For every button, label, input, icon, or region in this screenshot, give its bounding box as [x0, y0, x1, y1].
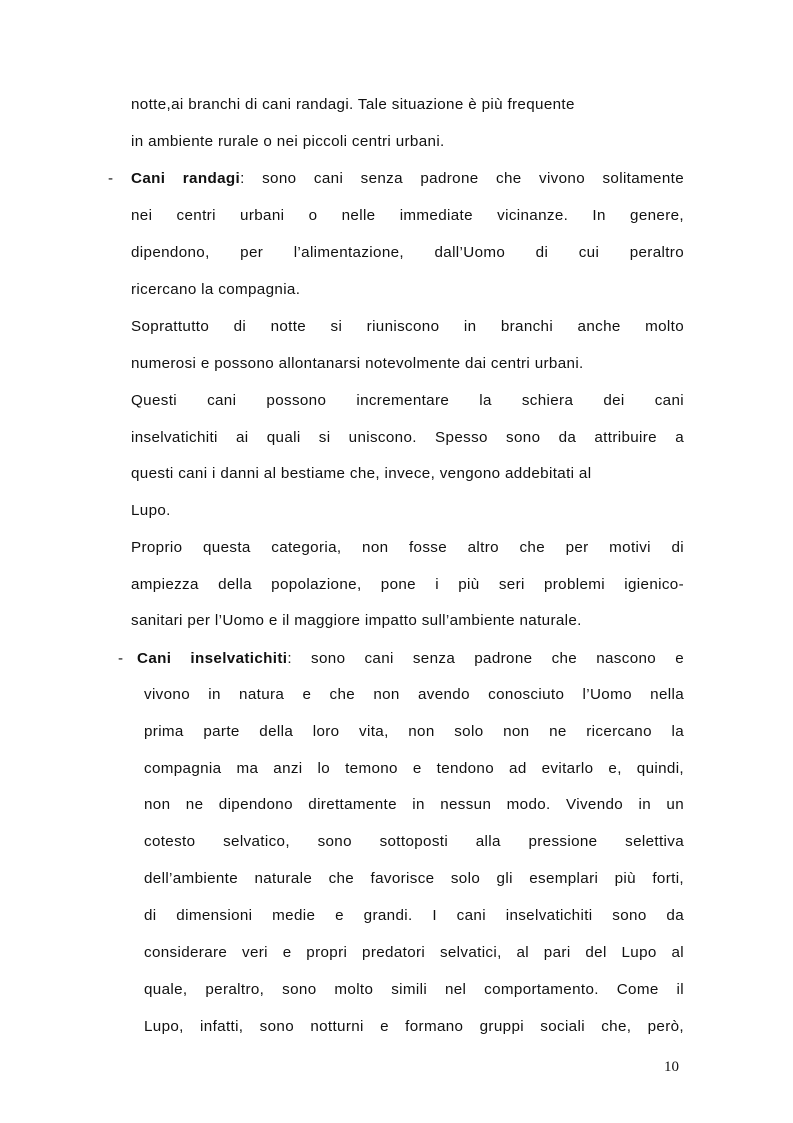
text-line: inselvatichiti ai quali si uniscono. Spesso sono da attribuire a — [131, 429, 684, 446]
text-line: ricercano la compagnia. — [131, 281, 301, 298]
list-dash: - — [108, 170, 114, 187]
text-line: Lupo. — [131, 502, 171, 519]
text-line: prima parte della loro vita, non solo non ne ricercano la — [144, 723, 684, 740]
text-line: compagnia ma anzi lo temono e tendono ad evitarlo e, quindi, — [144, 760, 684, 777]
text-line: ampiezza della popolazione, pone i più seri problemi igienico- — [131, 576, 684, 593]
definition-text: : sono cani senza padrone che vivono solitamente — [240, 170, 684, 187]
text-line: quale, peraltro, sono molto simili nel comportamento. Come il — [144, 981, 684, 998]
text-line: Soprattutto di notte si riuniscono in branchi anche molto — [131, 318, 684, 335]
page-number: 10 — [664, 1059, 679, 1075]
text-line: dipendono, per l’alimentazione, dall’Uomo di cui peraltro — [131, 244, 684, 261]
list-item-cani-inselvatichiti — [137, 650, 684, 668]
term-cani-inselvatichiti: Cani inselvatichiti — [137, 650, 288, 667]
text-line: sanitari per l’Uomo e il maggiore impatto sull’ambiente naturale. — [131, 612, 582, 629]
text-line: non ne dipendono direttamente in nessun modo. Vivendo in un — [144, 796, 684, 813]
text-line: notte,ai branchi di cani randagi. Tale situazione è più frequente — [131, 96, 575, 113]
definition-text: : sono cani senza padrone che nascono e — [287, 650, 685, 667]
text-line: di dimensioni medie e grandi. I cani inselvatichiti sono da — [144, 907, 684, 924]
list-dash: - — [118, 650, 124, 667]
list-item-cani-randagi — [131, 170, 684, 188]
text-line: numerosi e possono allontanarsi notevolmente dai centri urbani. — [131, 355, 584, 372]
text-line: in ambiente rurale o nei piccoli centri urbani. — [131, 133, 445, 150]
text-line: considerare veri e propri predatori selvatici, al pari del Lupo al — [144, 944, 684, 961]
text-line: questi cani i danni al bestiame che, invece, vengono addebitati al — [131, 465, 592, 482]
text-line: cotesto selvatico, sono sottoposti alla pressione selettiva — [144, 833, 684, 850]
text-line: vivono in natura e che non avendo conosciuto l’Uomo nella — [144, 686, 684, 703]
text-line: dell’ambiente naturale che favorisce solo gli esemplari più forti, — [144, 870, 684, 887]
text-line: Lupo, infatti, sono notturni e formano gruppi sociali che, però, — [144, 1018, 684, 1035]
text-line: Questi cani possono incrementare la schiera dei cani — [131, 392, 684, 409]
term-cani-randagi: Cani randagi — [131, 170, 241, 187]
text-line: nei centri urbani o nelle immediate vicinanze. In genere, — [131, 207, 684, 224]
text-line: Proprio questa categoria, non fosse altro che per motivi di — [131, 539, 684, 556]
